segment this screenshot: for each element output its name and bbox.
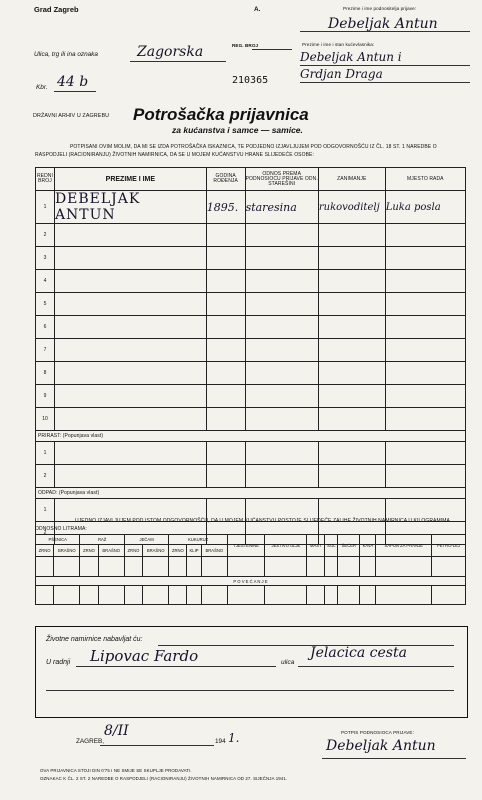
col-name: PREZIME I IME — [54, 168, 206, 191]
col-relation: ODNOS PREMA PODNOSIOCU PRIJAVE ODN. STAREŠINI — [245, 168, 318, 191]
stock-text: UJEDNO IZJAVLJUJEM POD ISTOM ODGOVORNOŠĆU, DA U MOJEM KUĆANSTVU POSTOJE SLIJEDEĆE ZALIHE ŽIVOTNIH NAMIRNICA U KILOGRAMIMA ODNOSNO LITRAMA: — [35, 518, 450, 532]
table-row: 1 — [36, 442, 466, 465]
table-row: 10 — [36, 408, 466, 431]
odpad-label: ODPAD: (Popunjava vlast) — [36, 488, 466, 499]
owner-label: Prezime i ime i stan kućevlasnika: — [302, 42, 375, 47]
col-workplace: MJESTO RADA — [385, 168, 465, 191]
year-label: 194 — [215, 738, 226, 745]
street-value: Zagorska — [137, 44, 204, 60]
date-value: 8/II — [104, 723, 129, 739]
table-row: 3 — [36, 247, 466, 270]
stock-table: PŠENICA RAŽ JEČAM KUKURUZ TJESTENINE JESTIVO ULJE MAST SOL ŠEĆER KAVA SAPUN ZA PRANJE PETRO-LEJ ZRNO BRAŠNO ZRNO BRAŠNO ZRNO BRAŠNO ZRNO KLIP BRAŠNO P O V E Ć A N J E — [35, 534, 466, 605]
reg-label: REG. BROJ — [232, 43, 259, 48]
table-row: 4 — [36, 270, 466, 293]
povecanje-label: P O V E Ć A N J E — [36, 577, 466, 586]
shop-name-value: Lipovac Fardo — [90, 647, 199, 665]
person-job: rukovoditelj — [318, 191, 385, 224]
shop-label: Životne namirnice nabavljat ću: — [46, 636, 143, 643]
person-relation: staresina — [245, 191, 318, 224]
footnote-1: OVA PRIJAVNICA STOJI DIN 0'75 I NE SMIJE SE SKUPLJE PRODAVATI. — [40, 768, 192, 773]
owner-value-1: Debeljak Antun i — [300, 50, 402, 64]
col-job: ZANIMANJE — [318, 168, 385, 191]
street-label: Ulica, trg ili ina oznaka — [34, 51, 98, 58]
person-workplace: Luka posla — [385, 191, 465, 224]
table-row: 8 — [36, 362, 466, 385]
table-row: 1 DEBELJAK ANTUN 1895. staresina rukovoditelj Luka posla — [36, 191, 466, 224]
table-row: 9 — [36, 385, 466, 408]
year-digit: 1. — [228, 731, 240, 745]
form-subtitle: za kućanstva i samce — samice. — [172, 125, 303, 135]
sign-label: POTPIS PODNOSIOCA PRIJAVE: — [341, 730, 414, 735]
table-row: 2 — [36, 465, 466, 488]
footnote-2: OZNAKAC K ČL. 2 ST. 2 NAREDBE O RASPODJELI (RACIONIRANJU) ŽIVOTNIH NAMIRNICA OD 27. SIJEČNJA 1941. — [40, 776, 288, 781]
person-born: 1895. — [206, 191, 245, 224]
table-row: 2 — [36, 522, 466, 545]
owner-value-2: Grdjan Draga — [300, 67, 383, 81]
col-no: REDNI BROJ — [36, 168, 55, 191]
form-title: Potrošačka prijavnica — [133, 105, 309, 124]
form-letter: A. — [254, 6, 261, 13]
table-row: 5 — [36, 293, 466, 316]
table-row: 1 — [36, 499, 466, 522]
shop-street-label: ulica — [281, 659, 295, 666]
kbr-value: 44 b — [57, 74, 89, 90]
archive-stamp: DRŽAVNI ARHIV U ZAGREBU — [33, 113, 110, 119]
place-label: ZAGREB, — [76, 738, 105, 745]
kbr-label: Kbr. — [36, 84, 48, 91]
table-row: 6 — [36, 316, 466, 339]
reg-number: 210365 — [232, 75, 269, 86]
person-name: DEBELJAK ANTUN — [54, 191, 206, 224]
shop-name-label: U radnji — [46, 659, 71, 666]
intro-text: POTPISANI OVIM MOLIM, DA MI SE IZDA POTROŠAČKA ISKAZNICA, TE PODJEDNO IZJAVLJUJEM POD ODGOVORNOŠĆU IZ ČL. 18 ST. 1 NAREDBE O RASPODJELI (RACIONIRANJU) ŽIVOTNIH NAMIRNICA, DA SE U MOJEM KUĆANSTVU HRANE SLIJEDEĆE OSOBE: — [35, 144, 437, 158]
col-born: GODINA ROĐENJA — [206, 168, 245, 191]
table-row: 2 — [36, 224, 466, 247]
prirast-label: PRIRAST: (Popunjava vlast) — [36, 431, 466, 442]
signer-label: Prezime i ime podnositelja prijave: — [343, 6, 417, 11]
table-row: 7 — [36, 339, 466, 362]
signature: Debeljak Antun — [326, 738, 436, 754]
persons-table — [35, 167, 466, 545]
city-label: Grad Zagreb — [34, 5, 79, 14]
signer-value: Debeljak Antun — [328, 16, 438, 32]
shop-street-value: Jelacica cesta — [310, 645, 407, 661]
